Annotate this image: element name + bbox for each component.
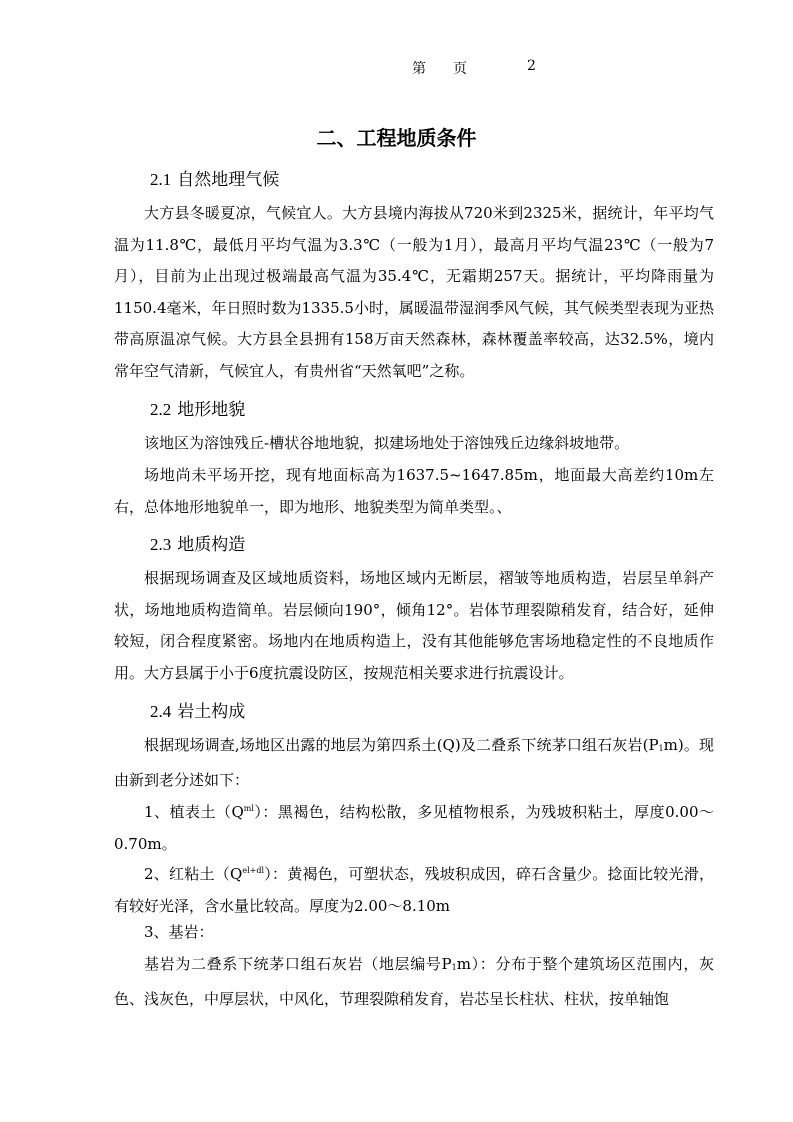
paragraph-structure: 根据现场调查及区域地质资料，场地区域内无断层，褶皱等地质构造，岩层呈单斜产状，场地地质构造简单。岩层倾向190°，倾角12°。岩体节理裂隙稍发育，结合好，延伸较短，闭合程度紧密。场地内在地质构造上，没有其他能够危害场地稳定性的不良地质作用。大方县属于小于6度抗震设防区，按规范相关要求进行抗震设计。 bbox=[114, 569, 714, 682]
section-heading-2-2 bbox=[150, 395, 245, 420]
section-number: 2.2 bbox=[150, 400, 172, 419]
paragraph-landform-2: 场地尚未平场开挖，现有地面标高为1637.5~1647.85m，地面最大高差约10m左右，总体地形地貌单一，即为地形、地貌类型为简单类型。、 bbox=[114, 466, 714, 516]
section-heading-2-4 bbox=[150, 697, 245, 722]
page-number: 2 bbox=[527, 58, 536, 74]
list-item-red-clay bbox=[114, 855, 714, 922]
list-item-topsoil bbox=[114, 793, 714, 860]
text-run: 根据现场调查,场地区出露的地层为第四系土(Q)及二叠系下统茅口组石灰岩(P bbox=[144, 736, 659, 754]
section-heading-2-3 bbox=[150, 530, 245, 555]
section-number: 2.4 bbox=[150, 702, 172, 721]
text-run: 1、植表土（Q bbox=[144, 803, 244, 821]
subscript: 1 bbox=[451, 963, 457, 972]
text-run: m)。现由新到老分述如下： bbox=[114, 736, 715, 789]
superscript: el+dl bbox=[242, 866, 265, 875]
header-di: 第 bbox=[412, 61, 426, 77]
text-run: 基岩为二叠系下统茅口组石灰岩（地层编号P bbox=[144, 955, 452, 973]
section-title: 岩土构成 bbox=[177, 702, 246, 722]
section-number: 2.3 bbox=[150, 535, 172, 554]
text-run: 2、红粘土（Q bbox=[144, 865, 243, 883]
paragraph-strata-intro bbox=[114, 730, 714, 796]
chapter-title: 二、工程地质条件 bbox=[316, 126, 477, 150]
page-header bbox=[0, 58, 793, 78]
section-title: 自然地理气候 bbox=[177, 170, 280, 190]
text-run: m）：分布于整个建筑场区范围内，灰色、浅灰色，中厚层状，中风化，节理裂隙稍发育，岩芯呈长柱状、柱状，按单轴饱 bbox=[114, 955, 714, 1008]
subscript: 1 bbox=[658, 744, 664, 753]
paragraph-landform-1: 该地区为溶蚀残丘-槽状谷地地貌，拟建场地处于溶蚀残丘边缘斜坡地带。 bbox=[144, 434, 630, 452]
header-ye: 页 bbox=[453, 61, 467, 77]
section-heading-2-1 bbox=[150, 165, 279, 190]
section-number: 2.1 bbox=[150, 170, 172, 189]
superscript: ml bbox=[243, 804, 254, 813]
list-item-bedrock: 3、基岩： bbox=[144, 923, 214, 941]
text-run: ）：黄褐色，可塑状态，残坡积成因，碎石含量少。捻面比较光滑，有较好光泽，含水量比较高。厚度为2.00～8.10m bbox=[114, 865, 714, 915]
section-title: 地形地貌 bbox=[177, 400, 246, 420]
section-title: 地质构造 bbox=[177, 535, 246, 555]
paragraph-bedrock bbox=[114, 949, 714, 1015]
text-run: ）：黑褐色，结构松散，多见植物根系，为残坡积粘土，厚度0.00～0.70m。 bbox=[114, 803, 715, 853]
paragraph-climate: 大方县冬暖夏凉，气候宜人。大方县境内海拔从720米到2325米，据统计，年平均气温为11.8℃，最低月平均气温为3.3℃（一般为1月），最高月平均气温23℃（一般为7月），目前为止出现过极端最高气温为35.4℃，无霜期257天。据统计，平均降雨量为1150.4毫米，年日照时数为1335.5小时，属暖温带湿润季风气候，其气候类型表现为亚热带高原温凉气候。大方县全县拥有158万亩天然森林，森林覆盖率较高，达32.5%，境内常年空气清新，气候宜人，有贵州省“天然氧吧”之称。 bbox=[114, 204, 714, 380]
